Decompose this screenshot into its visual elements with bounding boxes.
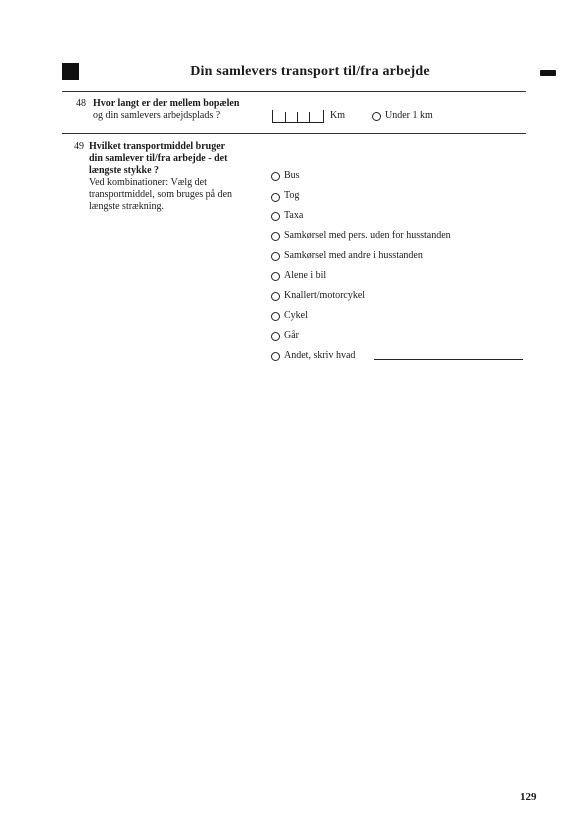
question-48-rule bbox=[62, 133, 526, 134]
option-andet-label: Andet, skriv hvad bbox=[284, 350, 356, 361]
option-gaar-radio[interactable] bbox=[271, 332, 280, 341]
question-48-text bbox=[93, 98, 239, 122]
question-48-number: 48 bbox=[76, 98, 86, 109]
under-1km-label: Under 1 km bbox=[385, 110, 433, 121]
under-1km-radio[interactable] bbox=[372, 112, 381, 121]
option-alene-i-bil-label: Alene i bil bbox=[284, 270, 327, 281]
km-unit-label: Km bbox=[330, 110, 345, 121]
option-bus-label: Bus bbox=[284, 170, 300, 181]
registration-mark-right bbox=[540, 70, 556, 76]
option-knallert-radio[interactable] bbox=[271, 292, 280, 301]
page-number: 129 bbox=[520, 791, 537, 803]
question-49-line3: længste stykke ? bbox=[89, 165, 160, 176]
option-tog-radio[interactable] bbox=[271, 193, 280, 202]
question-48-line2: og din samlevers arbejdsplads ? bbox=[93, 110, 221, 121]
question-49-line2: din samlever til/fra arbejde - det bbox=[89, 153, 228, 164]
option-tog-label: Tog bbox=[284, 190, 300, 201]
option-taxa-label: Taxa bbox=[284, 210, 304, 221]
option-alene-i-bil-radio[interactable] bbox=[271, 272, 280, 281]
registration-mark bbox=[62, 63, 79, 80]
andet-write-in-field[interactable] bbox=[374, 359, 523, 360]
option-cykel-radio[interactable] bbox=[271, 312, 280, 321]
question-49-note3: længste strækning. bbox=[89, 201, 165, 212]
question-49-note1: Ved kombinationer: Vælg det bbox=[89, 177, 207, 188]
option-samkorsel-ude-label: Samkørsel med pers. uden for husstanden bbox=[284, 230, 451, 241]
section-title: Din samlevers transport til/fra arbejde bbox=[190, 64, 430, 79]
option-samkorsel-husstand-label: Samkørsel med andre i husstanden bbox=[284, 250, 423, 261]
question-49-line1: Hvilket transportmiddel bruger bbox=[89, 141, 226, 152]
option-knallert-label: Knallert/motorcykel bbox=[284, 290, 366, 301]
digit-separator bbox=[309, 112, 310, 122]
question-48-line1: Hvor langt er der mellem bopælen bbox=[93, 98, 240, 109]
option-bus-radio[interactable] bbox=[271, 172, 280, 181]
title-rule bbox=[62, 91, 526, 92]
option-gaar-label: Går bbox=[284, 330, 299, 341]
question-49-number: 49 bbox=[74, 141, 84, 152]
option-taxa-radio[interactable] bbox=[271, 212, 280, 221]
question-49-note2: transportmiddel, som bruges på den bbox=[89, 189, 233, 200]
option-samkorsel-husstand-radio[interactable] bbox=[271, 252, 280, 261]
distance-digit-field[interactable] bbox=[272, 110, 324, 123]
digit-separator bbox=[297, 112, 298, 122]
digit-separator bbox=[285, 112, 286, 122]
option-samkorsel-ude-radio[interactable] bbox=[271, 232, 280, 241]
question-49-text bbox=[89, 141, 232, 213]
option-andet-radio[interactable] bbox=[271, 352, 280, 361]
option-cykel-label: Cykel bbox=[284, 310, 308, 321]
